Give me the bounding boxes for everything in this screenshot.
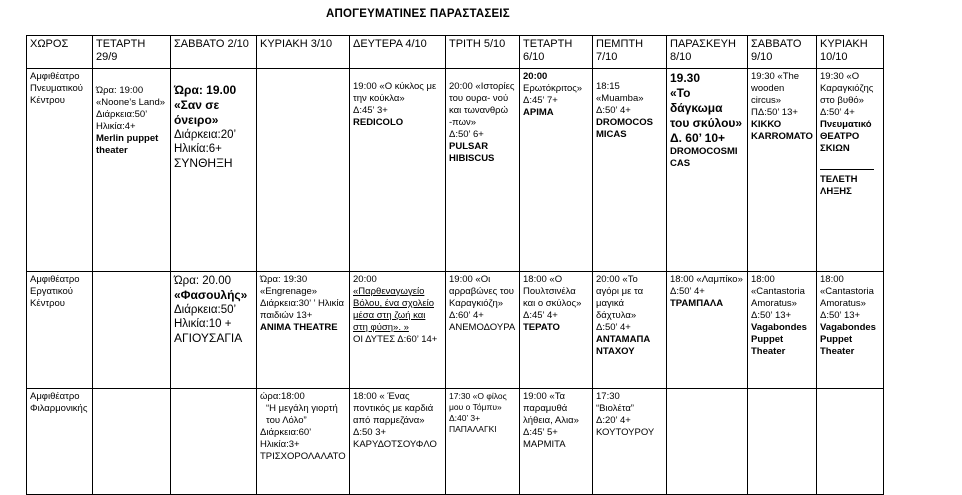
- event-cell: [520, 389, 593, 495]
- event-time: Ώρα: 19.00: [174, 83, 237, 97]
- event-details: Δ:50’ 6+: [449, 129, 484, 140]
- event-company: ΑΝΤΑΜΑΠΑ ΝΤΑΧΟΥ: [596, 334, 651, 357]
- event-company: ΚΑΡΥΔΟΤΣΟΥΦΛΟ: [353, 439, 437, 450]
- event-company: ΜΑΡΜΙΤΑ: [523, 439, 566, 450]
- event-title: «Engrenage»: [260, 286, 318, 297]
- venue-row: [27, 389, 884, 495]
- event-details: Δ:50’ 13+: [820, 310, 861, 321]
- header-venue: ΧΩΡΟΣ: [27, 36, 93, 69]
- event-details: Δ:50’ 4+: [820, 107, 855, 118]
- header-day: ΣΑΒΒΑΤΟ 2/10: [171, 36, 257, 69]
- event-details: ΟΙ ΔΥΤΕΣ Δ:60’ 14+: [353, 334, 438, 345]
- divider: [820, 169, 874, 170]
- event-company: DROMOCOS MICAS: [596, 117, 653, 140]
- event-details: Δ:50’ 4+: [596, 322, 631, 333]
- event-company: PULSAR HIBISCUS: [449, 141, 495, 164]
- event-company: ΤΡΙΣΧΟΡΟΛΑΛΑΤΟ: [260, 451, 346, 462]
- event-details: Δ. 60’ 10+: [670, 131, 726, 145]
- event-company: DROMOCOSMICAS: [670, 146, 738, 169]
- event-title: 18:00 «Cantastoria Amoratus»: [820, 274, 874, 309]
- event-cell: [593, 272, 667, 389]
- event-cell: [446, 389, 520, 495]
- event-title: 20:00 «Ιστορίες του ουρα- νού και τωνανθρώ -πων»: [449, 81, 515, 128]
- event-details: Διάρκεια:20’ Ηλικία:6+: [174, 129, 236, 155]
- event-details: Δ:20’ 4+: [596, 415, 631, 426]
- header-day: ΚΥΡΙΑΚΗ 3/10: [257, 36, 350, 69]
- event-title: 19:00 «Οι αρραβώνες του Καραγκιόζη»: [449, 274, 514, 309]
- event-cell: [93, 69, 171, 272]
- header-day: ΣΑΒΒΑΤΟ 9/10: [748, 36, 817, 69]
- event-cell: [593, 69, 667, 272]
- header-day: ΔΕΥΤΕΡΑ 4/10: [350, 36, 446, 69]
- closing-ceremony: ΤΕΛΕΤΗ ΛΗΞΗΣ: [820, 174, 858, 197]
- event-title: 18:00 «Λαμπίκο»: [670, 274, 743, 285]
- event-title: Ερωτόκριτος»: [523, 83, 583, 94]
- event-cell: [257, 272, 350, 389]
- event-title: 18:15 «Muamba»: [596, 81, 644, 104]
- event-time: Ώρα: 20.00: [174, 275, 232, 287]
- header-day: ΚΥΡΙΑΚΗ 10/10: [817, 36, 884, 69]
- empty-cell: [257, 69, 350, 272]
- event-title: 18:00 «Ο Πουλτσινέλα και ο σκύλος»: [523, 274, 582, 309]
- event-details: Δ:45’ 5+: [523, 427, 558, 438]
- event-cell: [667, 69, 748, 272]
- event-company: ΑΓΙΟΥΣΑΓΙΑ: [174, 331, 243, 345]
- event-cell: [257, 389, 350, 495]
- header-row: [27, 36, 884, 69]
- event-cell: [446, 69, 520, 272]
- header-day: ΤΕΤΑΡΤΗ 6/10: [520, 36, 593, 69]
- event-company: Πνευματικό ΘΕΑΤΡΟ ΣΚΙΩΝ: [820, 119, 872, 154]
- header-day: ΤΕΤΑΡΤΗ 29/9: [93, 36, 171, 69]
- event-cell: [667, 272, 748, 389]
- event-details: Δ:50 3+: [353, 427, 387, 438]
- empty-cell: [667, 389, 748, 495]
- event-details: Διάρκεια:50’ Ηλικία:4+: [96, 109, 147, 132]
- event-details: Δ:45’ 4+: [523, 310, 558, 321]
- event-cell: [748, 69, 817, 272]
- empty-cell: [817, 389, 884, 495]
- event-company: ΑΡΙΜΑ: [523, 107, 554, 118]
- event-title: 19:00 «Τα παραμυθά λήθεια, Αλια»: [523, 391, 579, 426]
- venue-name: Αμφιθέατρο Εργατικού Κέντρου: [27, 272, 93, 389]
- event-cell: [350, 272, 446, 389]
- event-title: «Παρθεναγωγείο Βόλου, ένα σχολείο μέσα στη ζωή και στη φύση». »: [353, 286, 434, 333]
- event-cell: [446, 272, 520, 389]
- event-title: “Βιολέτα”: [596, 403, 634, 414]
- event-time: 20:00: [523, 71, 548, 82]
- event-details: Δ:45’ 3+: [353, 105, 388, 116]
- event-cell: [593, 389, 667, 495]
- event-time: 17:30: [596, 391, 620, 402]
- header-day: ΤΡΙΤΗ 5/10: [446, 36, 520, 69]
- event-details: Δ:60’ 4+: [449, 310, 484, 321]
- event-cell: [817, 69, 884, 272]
- event-company: ΚΟΥΤΟΥΡΟΥ: [596, 427, 655, 438]
- event-title: “Η μεγάλη γιορτή του Λόλο”: [266, 403, 338, 426]
- event-cell: [520, 272, 593, 389]
- event-company: Vagabondes Puppet Theater: [820, 322, 876, 357]
- event-title: 19:30 «Ο Καραγκιόζης στο βυθό»: [820, 71, 874, 106]
- event-cell: [520, 69, 593, 272]
- event-title: 20:00 «Το αγόρι με τα μαγικά δάχτυλα»: [596, 274, 644, 321]
- event-details: Διάρκεια:30’ ’ Ηλικία παιδιών 13+: [260, 298, 345, 321]
- event-title: 18:00 « Ένας ποντικός με καρδιά από παρμεζάνα»: [353, 391, 434, 426]
- empty-cell: [748, 389, 817, 495]
- empty-cell: [93, 389, 171, 495]
- event-details: ΠΔ:50’ 13+: [751, 107, 798, 118]
- event-time: Ώρα: 19:00: [96, 85, 144, 96]
- event-company: ΠΑΠΑΛΑΓΚΙ: [449, 424, 497, 434]
- event-details: Διάρκεια:50’ Ηλικία:10 +: [174, 304, 236, 330]
- venue-row: [27, 272, 884, 389]
- event-title: 19:00 «Ο κύκλος με την κούκλα»: [353, 81, 437, 104]
- header-day: ΠΑΡΑΣΚΕΥΗ 8/10: [667, 36, 748, 69]
- venue-label: Αμφιθέατρο Φιλαρμονικής: [30, 391, 88, 414]
- schedule-table: [26, 35, 884, 495]
- event-title: 18:00 «Cantastoria Amoratus»: [751, 274, 805, 309]
- venue-name: [27, 389, 93, 495]
- event-time: 20:00: [353, 274, 377, 285]
- event-time: 19.30: [670, 71, 701, 85]
- event-title: «Noone’s Land»: [96, 97, 166, 108]
- header-day: ΠΕΜΠΤΗ 7/10: [593, 36, 667, 69]
- event-title: 19:30 «The wooden circus»: [751, 71, 800, 106]
- event-cell: [350, 389, 446, 495]
- venue-name: Αμφιθέατρο Πνευματικού Κέντρου: [27, 69, 93, 272]
- empty-cell: [93, 272, 171, 389]
- event-time: Ώρα: 19:30: [260, 274, 308, 285]
- event-details: Δ:50’ 13+: [751, 310, 792, 321]
- event-details: Δ:45’ 7+: [523, 95, 558, 106]
- event-time: ώρα:18:00: [260, 391, 305, 402]
- event-details: Δ:50’ 4+: [596, 105, 631, 116]
- event-company: ANIMA THEATRE: [260, 322, 338, 333]
- event-company: Vagabondes Puppet Theater: [751, 322, 807, 357]
- event-details: Διάρκεια:60’ Ηλικία:3+: [260, 427, 311, 450]
- event-cell: [171, 272, 257, 389]
- event-cell: [817, 272, 884, 389]
- page-title: ΑΠΟΓΕΥΜΑΤΙΝΕΣ ΠΑΡΑΣΤΑΣΕΙΣ: [326, 8, 510, 20]
- event-cell: [748, 272, 817, 389]
- event-company: REDICOLO: [353, 117, 404, 128]
- event-company: ΤΡΑΜΠΑΛΑ: [670, 298, 724, 309]
- venue-row: [27, 69, 884, 272]
- event-title: 17:30 «Ο φίλος μου ο Τόμπυ»: [449, 391, 507, 412]
- event-company: Merlin puppet theater: [96, 133, 159, 156]
- event-company: ΣΥΝΘΗΞΗ: [174, 156, 233, 170]
- event-details: Δ:50’ 4+: [670, 286, 705, 297]
- empty-cell: [171, 389, 257, 495]
- event-cell: [171, 69, 257, 272]
- event-title: «Σαν σε όνειρο»: [174, 98, 220, 127]
- event-title: «Φασουλής»: [174, 288, 248, 302]
- event-cell: [350, 69, 446, 272]
- event-details: Δ:40’ 3+: [449, 413, 481, 423]
- event-title: «Το δάγκωμα του σκύλου»: [670, 86, 743, 130]
- event-company: ΤΕΡΑΤΟ: [523, 322, 560, 333]
- event-company: ΑΝΕΜΟΔΟΥΡΑ: [449, 322, 516, 333]
- event-company: ΚΙΚΚΟ ΚΑRROMATO: [751, 119, 813, 142]
